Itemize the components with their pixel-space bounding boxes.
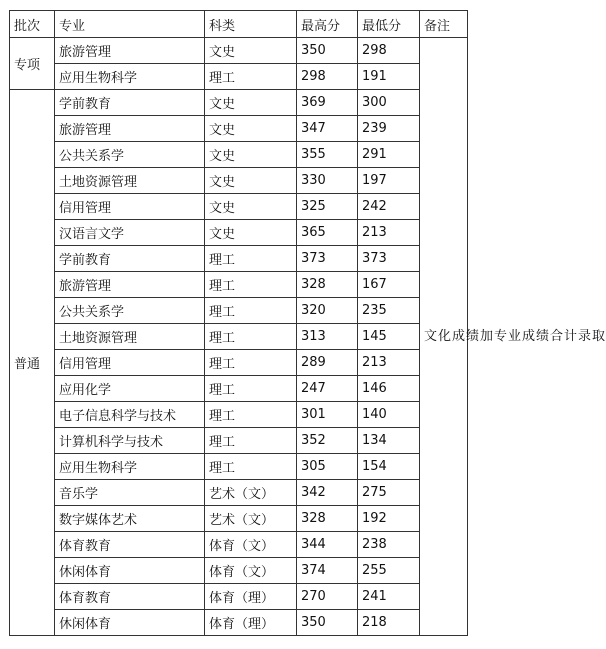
max-score-cell: 373	[297, 246, 358, 272]
min-score-cell: 192	[358, 506, 420, 532]
min-score-cell: 275	[358, 480, 420, 506]
category-cell: 理工	[205, 64, 297, 90]
min-score-cell: 238	[358, 532, 420, 558]
max-score-cell: 247	[297, 376, 358, 402]
major-cell: 公共关系学	[55, 142, 205, 168]
major-cell: 数字媒体艺术	[55, 506, 205, 532]
major-cell: 学前教育	[55, 90, 205, 116]
min-score-cell: 145	[358, 324, 420, 350]
category-cell: 体育（文）	[205, 558, 297, 584]
table-row	[10, 324, 468, 350]
major-cell: 土地资源管理	[55, 324, 205, 350]
max-score-cell: 352	[297, 428, 358, 454]
batch-cell: 专项	[10, 38, 55, 90]
table-row	[10, 220, 468, 246]
min-score-cell: 134	[358, 428, 420, 454]
category-cell: 艺术（文）	[205, 480, 297, 506]
max-score-cell: 374	[297, 558, 358, 584]
category-cell: 文史	[205, 90, 297, 116]
category-cell: 理工	[205, 324, 297, 350]
max-score-cell: 342	[297, 480, 358, 506]
category-cell: 理工	[205, 454, 297, 480]
score-table-body	[10, 38, 606, 636]
max-score-cell: 301	[297, 402, 358, 428]
max-score-cell: 328	[297, 272, 358, 298]
major-cell: 电子信息科学与技术	[55, 402, 205, 428]
min-score-cell: 239	[358, 116, 420, 142]
table-row	[10, 402, 468, 428]
header-category: 科类	[205, 11, 297, 38]
header-note: 备注	[420, 11, 468, 38]
table-row	[10, 532, 468, 558]
category-cell: 体育（文）	[205, 532, 297, 558]
max-score-cell: 350	[297, 38, 358, 64]
major-cell: 体育教育	[55, 584, 205, 610]
table-row	[10, 428, 468, 454]
category-cell: 文史	[205, 194, 297, 220]
header-major: 专业	[55, 11, 205, 38]
max-score-cell: 298	[297, 64, 358, 90]
max-score-cell: 305	[297, 454, 358, 480]
min-score-cell: 146	[358, 376, 420, 402]
major-cell: 信用管理	[55, 350, 205, 376]
table-row	[10, 38, 468, 64]
min-score-cell: 300	[358, 90, 420, 116]
table-row	[10, 168, 468, 194]
max-score-cell: 369	[297, 90, 358, 116]
major-cell: 公共关系学	[55, 298, 205, 324]
min-score-cell: 213	[358, 350, 420, 376]
max-score-cell: 313	[297, 324, 358, 350]
table-row	[10, 376, 468, 402]
major-cell: 汉语言文学	[55, 220, 205, 246]
min-score-cell: 242	[358, 194, 420, 220]
category-cell: 理工	[205, 272, 297, 298]
major-cell: 应用生物科学	[55, 64, 205, 90]
header-batch: 批次	[10, 11, 55, 38]
table-row	[10, 610, 468, 636]
min-score-cell: 213	[358, 220, 420, 246]
category-cell: 理工	[205, 376, 297, 402]
max-score-cell: 325	[297, 194, 358, 220]
major-cell: 体育教育	[55, 532, 205, 558]
min-score-cell: 255	[358, 558, 420, 584]
min-score-cell: 291	[358, 142, 420, 168]
min-score-cell: 218	[358, 610, 420, 636]
table-row	[10, 506, 468, 532]
max-score-cell: 289	[297, 350, 358, 376]
max-score-cell: 320	[297, 298, 358, 324]
category-cell: 理工	[205, 350, 297, 376]
table-row	[10, 558, 468, 584]
table-row	[10, 584, 468, 610]
min-score-cell: 167	[358, 272, 420, 298]
score-table	[9, 10, 606, 636]
category-cell: 艺术（文）	[205, 506, 297, 532]
category-cell: 文史	[205, 142, 297, 168]
major-cell: 音乐学	[55, 480, 205, 506]
major-cell: 旅游管理	[55, 272, 205, 298]
table-row	[10, 246, 468, 272]
note-cell	[420, 38, 606, 636]
max-score-cell: 350	[297, 610, 358, 636]
min-score-cell: 373	[358, 246, 420, 272]
table-row	[10, 142, 468, 168]
batch-cell: 普通	[10, 90, 55, 636]
note-text: 文化成绩加专业成绩合计录取	[424, 328, 606, 344]
table-row	[10, 480, 468, 506]
max-score-cell: 270	[297, 584, 358, 610]
category-cell: 文史	[205, 220, 297, 246]
header-row	[10, 11, 468, 38]
header-max-score: 最高分	[297, 11, 358, 38]
major-cell: 学前教育	[55, 246, 205, 272]
category-cell: 理工	[205, 402, 297, 428]
major-cell: 休闲体育	[55, 558, 205, 584]
min-score-cell: 235	[358, 298, 420, 324]
major-cell: 休闲体育	[55, 610, 205, 636]
header-min-score: 最低分	[358, 11, 420, 38]
max-score-cell: 365	[297, 220, 358, 246]
min-score-cell: 197	[358, 168, 420, 194]
min-score-cell: 241	[358, 584, 420, 610]
major-cell: 应用化学	[55, 376, 205, 402]
table-row	[10, 272, 468, 298]
major-cell: 应用生物科学	[55, 454, 205, 480]
major-cell: 土地资源管理	[55, 168, 205, 194]
table-row	[10, 298, 468, 324]
max-score-cell: 330	[297, 168, 358, 194]
major-cell: 计算机科学与技术	[55, 428, 205, 454]
category-cell: 文史	[205, 116, 297, 142]
table-row	[10, 350, 468, 376]
max-score-cell: 328	[297, 506, 358, 532]
category-cell: 理工	[205, 298, 297, 324]
major-cell: 信用管理	[55, 194, 205, 220]
major-cell: 旅游管理	[55, 38, 205, 64]
category-cell: 体育（理）	[205, 610, 297, 636]
max-score-cell: 344	[297, 532, 358, 558]
max-score-cell: 347	[297, 116, 358, 142]
table-row	[10, 194, 468, 220]
max-score-cell: 355	[297, 142, 358, 168]
min-score-cell: 154	[358, 454, 420, 480]
min-score-cell: 191	[358, 64, 420, 90]
category-cell: 文史	[205, 38, 297, 64]
table-row	[10, 90, 468, 116]
category-cell: 理工	[205, 246, 297, 272]
min-score-cell: 298	[358, 38, 420, 64]
table-row	[10, 116, 468, 142]
major-cell: 旅游管理	[55, 116, 205, 142]
category-cell: 文史	[205, 168, 297, 194]
table-row	[10, 454, 468, 480]
category-cell: 体育（理）	[205, 584, 297, 610]
category-cell: 理工	[205, 428, 297, 454]
min-score-cell: 140	[358, 402, 420, 428]
table-row	[10, 64, 468, 90]
